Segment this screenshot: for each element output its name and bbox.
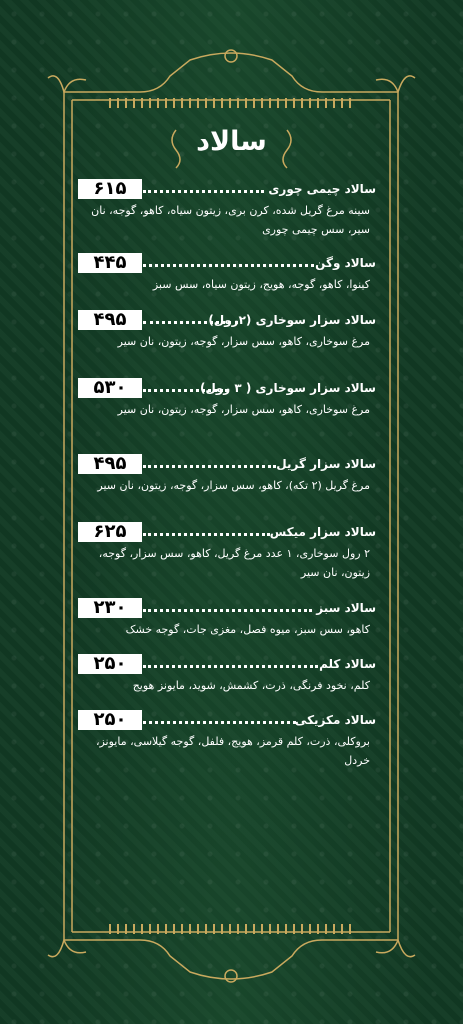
- menu-item: [78, 179, 376, 239]
- menu-item: [78, 454, 376, 495]
- item-description: ۲ رول سوخاری، ۱ عدد مرغ گریل، کاهو، سس سزار، گوجه، زیتون، نان سیر: [98, 547, 370, 579]
- menu-item: [78, 654, 376, 695]
- item-name: سالاد کلم: [319, 657, 376, 671]
- leader-dots: [143, 533, 270, 536]
- leader-dots: [143, 609, 312, 612]
- item-name: سالاد سزار سوخاری ( ۳ رول): [199, 381, 376, 395]
- leader-dots: [143, 721, 296, 724]
- item-description: سینه مرغ گریل شده، کرن بری، زیتون سیاه، کاهو، گوجه، نان سیر، سس چیمی چوری: [91, 204, 370, 236]
- item-name: سالاد چیمی چوری: [268, 182, 376, 196]
- leader-dots: [143, 665, 318, 668]
- menu-item: [78, 598, 376, 639]
- item-description: کلم، نخود فرنگی، ذرت، کشمش، شوید، مایونز هویج: [132, 679, 370, 692]
- item-description: کاهو، سس سبز، میوه فصل، مغزی جات، گوجه خشک: [125, 623, 370, 636]
- menu-item: [78, 378, 376, 419]
- item-price: ۲۵۰: [78, 710, 142, 730]
- item-description: مرغ سوخاری، کاهو، سس سزار، گوجه، زیتون، نان سیر: [117, 335, 370, 348]
- item-price: ۲۳۰: [78, 598, 142, 618]
- leader-dots: [143, 190, 264, 193]
- item-price: ۶۲۵: [78, 522, 142, 542]
- item-name: سالاد مکزیکی: [294, 713, 376, 727]
- section-title: سالاد: [196, 126, 267, 157]
- item-price: ۲۵۰: [78, 654, 142, 674]
- item-description: مرغ گریل (۲ تکه)، کاهو، سس سزار، گوجه، زیتون، نان سیر: [97, 479, 370, 492]
- item-description: مرغ سوخاری، کاهو، سس سزار، گوجه، زیتون، نان سیر: [117, 403, 370, 416]
- item-price: ۶۱۵: [78, 179, 142, 199]
- item-name: سالاد سزار میکس: [269, 525, 376, 539]
- item-name: سالاد سزار گریل: [276, 457, 376, 471]
- leader-dots: [143, 321, 238, 324]
- menu-item: [78, 522, 376, 582]
- item-name: سالاد سزار سوخاری (۲رول): [208, 313, 376, 327]
- item-price: ۴۴۵: [78, 253, 142, 273]
- leader-dots: [143, 264, 314, 267]
- leader-dots: [143, 389, 228, 392]
- item-price: ۵۳۰: [78, 378, 142, 398]
- menu-item: [78, 253, 376, 294]
- item-description: کینوا، کاهو، گوجه، هویج، زیتون سیاه، سس سبز: [152, 278, 370, 291]
- leader-dots: [143, 465, 276, 468]
- item-price: ۴۹۵: [78, 454, 142, 474]
- menu-item: [78, 310, 376, 351]
- item-name: سالاد وگن: [315, 256, 376, 270]
- menu-item: [78, 710, 376, 770]
- item-price: ۴۹۵: [78, 310, 142, 330]
- item-description: بروکلی، ذرت، کلم قرمز، هویج، فلفل، گوجه گیلاسی، مایونز، خردل: [95, 735, 370, 767]
- item-name: سالاد سبز: [316, 601, 376, 615]
